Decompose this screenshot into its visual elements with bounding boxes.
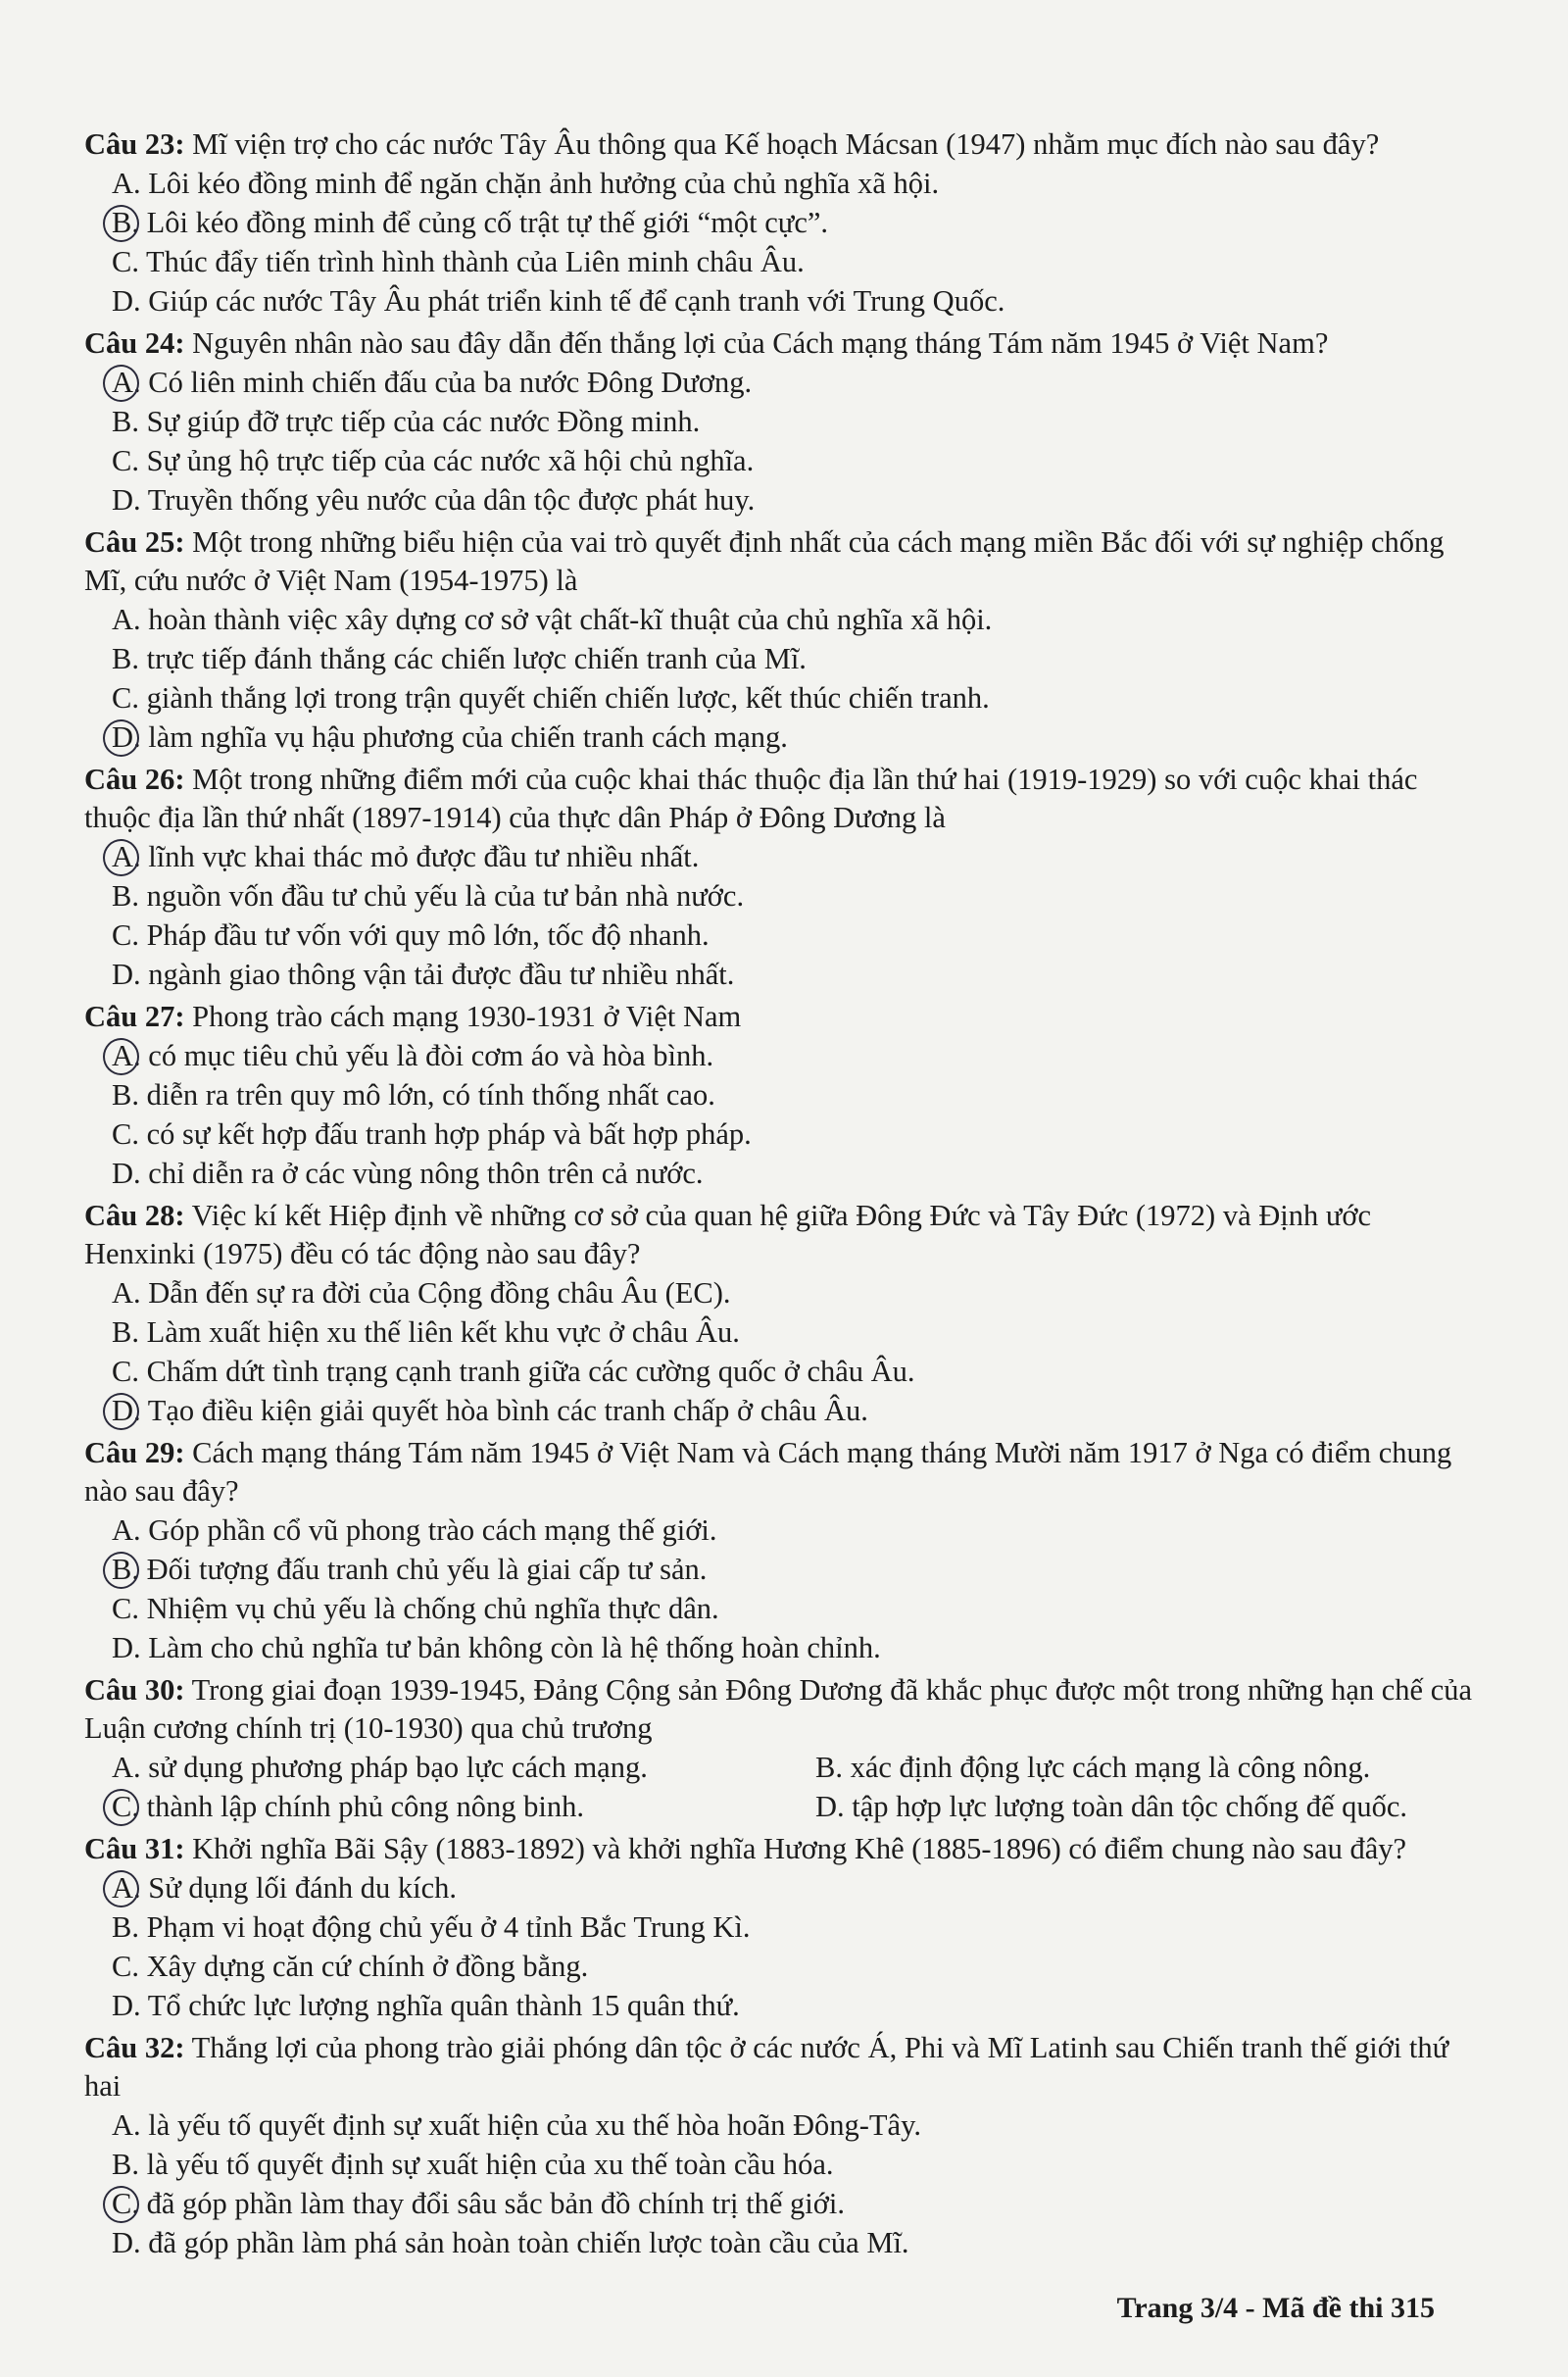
question-29 <box>84 1434 1482 1667</box>
option-d <box>84 480 1482 520</box>
option-text: Pháp đầu tư vốn với quy mô lớn, tốc độ nhanh. <box>146 918 710 952</box>
option-c <box>84 1589 1482 1628</box>
option-letter: B. <box>112 1315 139 1349</box>
question-stem <box>84 761 1482 837</box>
option-d <box>84 281 1482 321</box>
option-a <box>84 837 1482 876</box>
option-text: Làm cho chủ nghĩa tư bản không còn là hệ thống hoàn chỉnh. <box>148 1631 881 1664</box>
option-c <box>84 441 1482 480</box>
option-b <box>84 2145 1482 2184</box>
option-d <box>84 955 1482 994</box>
question-stem <box>84 1434 1482 1510</box>
question-28 <box>84 1197 1482 1430</box>
option-letter: B. <box>112 405 139 438</box>
question-27 <box>84 998 1482 1193</box>
question-31 <box>84 1830 1482 2025</box>
option-letter: D. <box>112 1989 141 2022</box>
option-text: trực tiếp đánh thắng các chiến lược chiến tranh của Mĩ. <box>146 642 807 675</box>
option-text: giành thắng lợi trong trận quyết chiến chiến lược, kết thúc chiến tranh. <box>146 681 990 715</box>
option-text: Truyền thống yêu nước của dân tộc được phát huy. <box>147 483 756 517</box>
question-stem <box>84 1671 1482 1748</box>
option-letter: A. <box>112 1276 141 1310</box>
option-letter: D. <box>112 958 141 991</box>
option-letter: B. <box>112 203 139 242</box>
question-number: Câu 26: <box>84 763 185 796</box>
option-letter: C. <box>112 1787 139 1826</box>
option-text: Thúc đẩy tiến trình hình thành của Liên minh châu Âu. <box>146 245 805 278</box>
option-text: ngành giao thông vận tải được đầu tư nhiều nhất. <box>148 958 735 991</box>
question-stem <box>84 324 1482 363</box>
question-stem <box>84 2029 1482 2105</box>
option-letter: C. <box>112 1592 139 1625</box>
option-text: là yếu tố quyết định sự xuất hiện của xu thế hòa hoãn Đông-Tây. <box>148 2108 921 2142</box>
option-letter: C. <box>112 681 139 715</box>
option-text: làm nghĩa vụ hậu phương của chiến tranh cách mạng. <box>148 720 788 754</box>
option-a <box>84 2105 1482 2145</box>
option-a <box>84 1273 1482 1312</box>
question-number: Câu 32: <box>84 2031 185 2064</box>
option-text: tập hợp lực lượng toàn dân tộc chống đế quốc. <box>852 1790 1408 1823</box>
option-c <box>84 1947 1482 1986</box>
option-text: thành lập chính phủ công nông binh. <box>146 1790 585 1823</box>
option-text: Lôi kéo đồng minh để củng cố trật tự thế giới “một cực”. <box>146 206 829 239</box>
option-c <box>84 1114 1482 1154</box>
option-text: Sự giúp đỡ trực tiếp của các nước Đồng minh. <box>146 405 701 438</box>
question-26 <box>84 761 1482 994</box>
question-text: Mĩ viện trợ cho các nước Tây Âu thông qua Kế hoạch Mácsan (1947) nhằm mục đích nào sau đây? <box>192 127 1380 161</box>
option-letter: C. <box>112 1117 139 1151</box>
option-text: diễn ra trên quy mô lớn, có tính thống nhất cao. <box>146 1078 715 1112</box>
option-b <box>84 1075 1482 1114</box>
option-letter: A. <box>112 167 141 200</box>
question-text: Khởi nghĩa Bãi Sậy (1883-1892) và khởi nghĩa Hương Khê (1885-1896) có điểm chung nào sau đây? <box>192 1832 1407 1865</box>
option-letter: D. <box>112 483 141 517</box>
option-c <box>84 916 1482 955</box>
option-a <box>84 1748 788 1787</box>
option-a <box>84 1036 1482 1075</box>
option-b <box>84 402 1482 441</box>
option-text: đã góp phần làm phá sản hoàn toàn chiến lược toàn cầu của Mĩ. <box>148 2226 909 2259</box>
option-c <box>84 678 1482 718</box>
option-text: đã góp phần làm thay đổi sâu sắc bản đồ chính trị thế giới. <box>146 2187 845 2220</box>
question-number: Câu 31: <box>84 1832 185 1865</box>
option-letter: B. <box>112 1550 139 1589</box>
question-stem <box>84 998 1482 1036</box>
option-text: hoàn thành việc xây dựng cơ sở vật chất-kĩ thuật của chủ nghĩa xã hội. <box>148 603 993 636</box>
option-row <box>84 1787 1482 1826</box>
question-30 <box>84 1671 1482 1826</box>
option-text: Sử dụng lối đánh du kích. <box>148 1871 458 1905</box>
option-letter: A. <box>112 603 141 636</box>
option-text: Xây dựng căn cứ chính ở đồng bằng. <box>146 1950 589 1983</box>
question-32 <box>84 2029 1482 2262</box>
question-number: Câu 25: <box>84 525 185 559</box>
option-a <box>84 164 1482 203</box>
option-letter: B. <box>112 1910 139 1944</box>
option-text: Tạo điều kiện giải quyết hòa bình các tranh chấp ở châu Âu. <box>147 1394 868 1427</box>
option-text: Đối tượng đấu tranh chủ yếu là giai cấp tư sản. <box>146 1553 708 1586</box>
option-c <box>84 1352 1482 1391</box>
option-text: Giúp các nước Tây Âu phát triển kinh tế để cạnh tranh với Trung Quốc. <box>148 284 1005 318</box>
option-d <box>84 718 1482 757</box>
question-number: Câu 29: <box>84 1436 185 1469</box>
option-text: Có liên minh chiến đấu của ba nước Đông Dương. <box>148 366 753 399</box>
option-d <box>84 1154 1482 1193</box>
option-letter: B. <box>815 1751 843 1784</box>
option-text: Tổ chức lực lượng nghĩa quân thành 15 quân thứ. <box>147 1989 740 2022</box>
option-letter: A. <box>112 1036 141 1075</box>
option-c <box>84 1787 788 1826</box>
option-d <box>84 1628 1482 1667</box>
option-text: lĩnh vực khai thác mỏ được đầu tư nhiều nhất. <box>148 840 700 873</box>
option-b <box>84 1550 1482 1589</box>
option-text: là yếu tố quyết định sự xuất hiện của xu thế toàn cầu hóa. <box>146 2148 834 2181</box>
option-letter: D. <box>112 284 141 318</box>
option-d <box>84 1391 1482 1430</box>
option-c <box>84 2184 1482 2223</box>
question-text: Cách mạng tháng Tám năm 1945 ở Việt Nam và Cách mạng tháng Mười năm 1917 ở Nga có điểm chung nào sau đây? <box>84 1436 1452 1508</box>
option-text: Sự ủng hộ trực tiếp của các nước xã hội chủ nghĩa. <box>146 444 755 477</box>
option-text: nguồn vốn đầu tư chủ yếu là của tư bản nhà nước. <box>146 879 745 913</box>
option-text: Dẫn đến sự ra đời của Cộng đồng châu Âu (EC). <box>148 1276 731 1310</box>
option-letter: D. <box>112 718 141 757</box>
option-letter: D. <box>112 1157 141 1190</box>
option-letter: B. <box>112 642 139 675</box>
option-b <box>84 1312 1482 1352</box>
option-letter: D. <box>112 1631 141 1664</box>
question-number: Câu 30: <box>84 1673 185 1707</box>
question-text: Một trong những biểu hiện của vai trò quyết định nhất của cách mạng miền Bắc đối với sự nghiệp chống Mĩ, cứu nước ở Việt Nam (1954-1975) là <box>84 525 1445 597</box>
question-text: Một trong những điểm mới của cuộc khai thác thuộc địa lần thứ hai (1919-1929) so với cuộc khai thác thuộc địa lần thứ nhất (1897-1914) của thực dân Pháp ở Đông Dương là <box>84 763 1418 834</box>
question-text: Trong giai đoạn 1939-1945, Đảng Cộng sản Đông Dương đã khắc phục được một trong những hạn chế của Luận cương chính trị (10-1930) qua chủ trương <box>84 1673 1473 1745</box>
option-a <box>84 363 1482 402</box>
option-letter: C. <box>112 1950 139 1983</box>
question-text: Phong trào cách mạng 1930-1931 ở Việt Nam <box>192 1000 742 1033</box>
option-letter: C. <box>112 918 139 952</box>
option-letter: A. <box>112 1868 141 1907</box>
option-letter: D. <box>112 2226 141 2259</box>
option-text: Phạm vi hoạt động chủ yếu ở 4 tỉnh Bắc Trung Kì. <box>146 1910 751 1944</box>
option-d <box>788 1787 1492 1826</box>
question-text: Thắng lợi của phong trào giải phóng dân tộc ở các nước Á, Phi và Mĩ Latinh sau Chiến tranh thế giới thứ hai <box>84 2031 1449 2103</box>
option-text: Nhiệm vụ chủ yếu là chống chủ nghĩa thực dân. <box>146 1592 719 1625</box>
page-footer: Trang 3/4 - Mã đề thi 315 <box>1116 2292 1435 2324</box>
question-number: Câu 24: <box>84 326 185 360</box>
option-d <box>84 2223 1482 2262</box>
option-letter: A. <box>112 363 141 402</box>
option-b <box>84 639 1482 678</box>
option-b <box>788 1748 1492 1787</box>
question-25 <box>84 523 1482 757</box>
question-stem <box>84 1197 1482 1273</box>
option-text: xác định động lực cách mạng là công nông. <box>850 1751 1371 1784</box>
option-d <box>84 1986 1482 2025</box>
option-letter: B. <box>112 879 139 913</box>
option-text: Góp phần cổ vũ phong trào cách mạng thế giới. <box>148 1513 717 1547</box>
option-b <box>84 876 1482 916</box>
question-24 <box>84 324 1482 520</box>
option-text: có sự kết hợp đấu tranh hợp pháp và bất hợp pháp. <box>146 1117 752 1151</box>
option-letter: D. <box>815 1790 845 1823</box>
option-letter: C. <box>112 444 139 477</box>
question-stem <box>84 523 1482 600</box>
option-text: Chấm dứt tình trạng cạnh tranh giữa các cường quốc ở châu Âu. <box>146 1355 915 1388</box>
option-letter: B. <box>112 1078 139 1112</box>
option-text: Lôi kéo đồng minh để ngăn chặn ảnh hưởng của chủ nghĩa xã hội. <box>148 167 940 200</box>
question-number: Câu 27: <box>84 1000 185 1033</box>
question-text: Việc kí kết Hiệp định về những cơ sở của quan hệ giữa Đông Đức và Tây Đức (1972) và Định ước Henxinki (1975) đều có tác động nào sau đây? <box>84 1199 1372 1270</box>
option-row <box>84 1748 1482 1787</box>
question-number: Câu 23: <box>84 127 185 161</box>
option-a <box>84 600 1482 639</box>
option-b <box>84 1907 1482 1947</box>
option-letter: C. <box>112 1355 139 1388</box>
option-text: có mục tiêu chủ yếu là đòi cơm áo và hòa bình. <box>148 1039 714 1072</box>
option-letter: A. <box>112 1513 141 1547</box>
question-stem <box>84 1830 1482 1868</box>
question-number: Câu 28: <box>84 1199 185 1232</box>
option-b <box>84 203 1482 242</box>
question-23 <box>84 125 1482 321</box>
option-letter: D. <box>112 1391 141 1430</box>
option-letter: C. <box>112 245 139 278</box>
option-text: chỉ diễn ra ở các vùng nông thôn trên cả nước. <box>148 1157 704 1190</box>
option-letter: A. <box>112 1751 141 1784</box>
option-letter: A. <box>112 2108 141 2142</box>
option-text: sử dụng phương pháp bạo lực cách mạng. <box>148 1751 648 1784</box>
option-letter: B. <box>112 2148 139 2181</box>
option-c <box>84 242 1482 281</box>
option-a <box>84 1868 1482 1907</box>
question-text: Nguyên nhân nào sau đây dẫn đến thắng lợi của Cách mạng tháng Tám năm 1945 ở Việt Nam? <box>192 326 1329 360</box>
option-text: Làm xuất hiện xu thế liên kết khu vực ở châu Âu. <box>146 1315 740 1349</box>
option-letter: C. <box>112 2184 139 2223</box>
option-a <box>84 1510 1482 1550</box>
question-stem <box>84 125 1482 164</box>
option-letter: A. <box>112 837 141 876</box>
